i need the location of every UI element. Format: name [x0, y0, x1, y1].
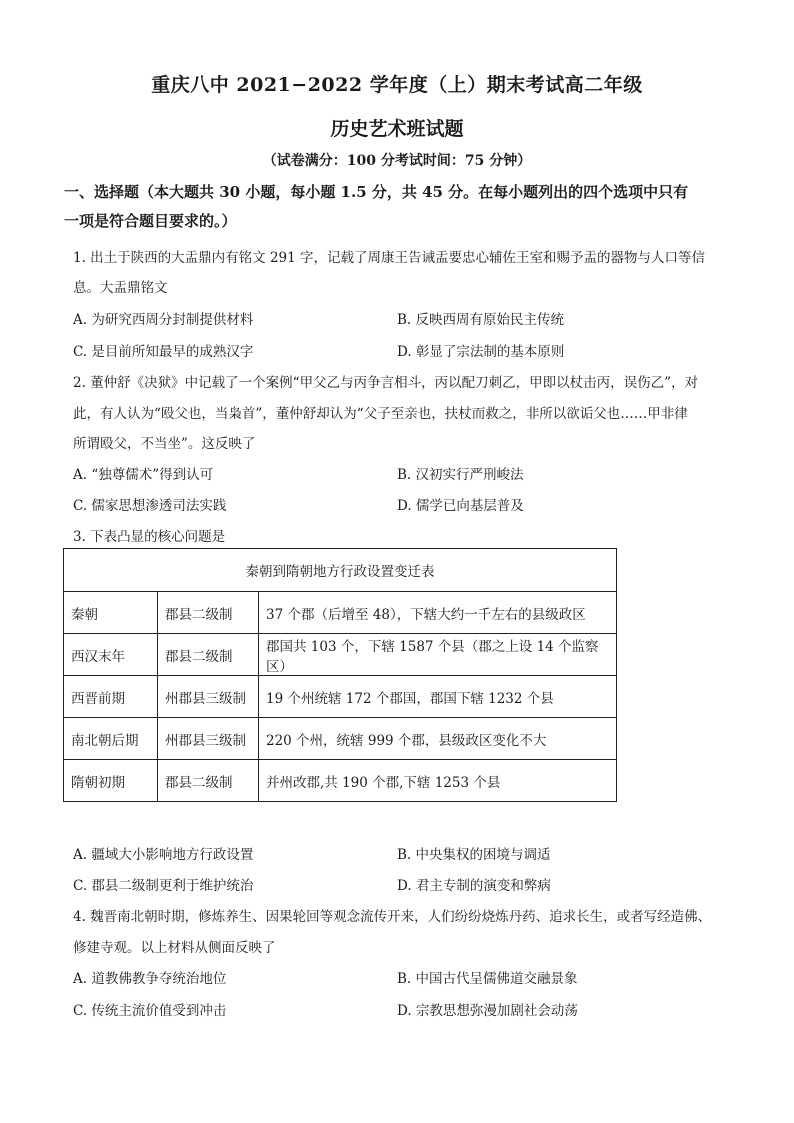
table-cell: 西晋前期 — [64, 676, 158, 718]
section-heading-line-2: 一项是符合题目要求的。） — [64, 212, 237, 230]
table-cell: 州郡县三级制 — [158, 676, 259, 718]
q1-option-a: A. 为研究西周分封制提供材料 — [73, 312, 254, 328]
q2-option-c: C. 儒家思想渗透司法实践 — [73, 498, 227, 514]
q2-option-a: A. “独尊儒术”得到认可 — [73, 467, 214, 483]
table-cell: 并州改郡,共 190 个郡,下辖 1253 个县 — [259, 760, 617, 802]
section-heading-line-1: 一、选择题（本大题共 30 小题，每小题 1.5 分，共 45 分。在每小题列出的四个选项中只有 — [64, 183, 689, 201]
q1-stem-line-1: 1. 出土于陕西的大盂鼎内有铭文 291 字，记载了周康王告诫盂要忠心辅佐王室和赐予盂的器物与人口等信 — [73, 250, 706, 266]
q3-option-a: A. 疆域大小影响地方行政设置 — [73, 847, 254, 863]
q2-stem-line-2: 此，有人认为“殴父也，当枭首”，董仲舒却认为“父子至亲也，扶杖而救之，非所以欲诟父也……甲非律 — [73, 406, 688, 422]
q4-stem-line-2: 修建寺观。以上材料从侧面反映了 — [73, 940, 276, 956]
q4-option-c: C. 传统主流价值受到冲击 — [73, 1003, 227, 1019]
q1-option-d: D. 彰显了宗法制的基本原则 — [397, 344, 565, 360]
table-cell: 南北朝后期 — [64, 718, 158, 760]
table-cell: 37 个郡（后增至 48），下辖大约一千左右的县级政区 — [259, 592, 617, 634]
q4-option-b: B. 中国古代呈儒佛道交融景象 — [397, 971, 578, 987]
exam-info: （试卷满分：100 分考试时间：75 分钟） — [262, 153, 532, 169]
table-cell: 郡县二级制 — [158, 592, 259, 634]
table-cell: 秦朝 — [64, 592, 158, 634]
table-row — [64, 760, 617, 802]
table-cell: 220 个州，统辖 999 个郡，县级政区变化不大 — [259, 718, 617, 760]
table-cell: 19 个州统辖 172 个郡国，郡国下辖 1232 个县 — [259, 676, 617, 718]
q4-stem-line-1: 4. 魏晋南北朝时期，修炼养生、因果轮回等观念流传开来，人们纷纷烧炼丹药、追求长生，或者写经造佛、 — [73, 909, 712, 925]
q4-option-d: D. 宗教思想弥漫加剧社会动荡 — [397, 1003, 578, 1019]
table-cell: 郡县二级制 — [158, 634, 259, 676]
q2-option-b: B. 汉初实行严刑峻法 — [397, 467, 524, 483]
section-heading — [64, 178, 734, 236]
q3-option-c: C. 郡县二级制更利于维护统治 — [73, 878, 254, 894]
q1-option-c: C. 是目前所知最早的成熟汉字 — [73, 344, 254, 360]
table-caption: 秦朝到隋朝地方行政设置变迁表 — [64, 549, 617, 592]
q3-stem: 3. 下表凸显的核心问题是 — [73, 529, 226, 545]
table-cell: 西汉末年 — [64, 634, 158, 676]
page-title: 重庆八中 2021−2022 学年度（上）期末考试高二年级 — [151, 74, 643, 96]
table-row — [64, 634, 617, 676]
page-subtitle: 历史艺术班试题 — [330, 118, 464, 140]
table-row — [64, 718, 617, 760]
q2-option-d: D. 儒学已向基层普及 — [397, 498, 524, 514]
q1-stem-line-2: 息。大盂鼎铭文 — [73, 280, 168, 296]
table-row — [64, 676, 617, 718]
table-cell: 隋朝初期 — [64, 760, 158, 802]
table-cell: 州郡县三级制 — [158, 718, 259, 760]
q3-option-b: B. 中央集权的困境与调适 — [397, 847, 551, 863]
table-row — [64, 592, 617, 634]
q4-option-a: A. 道教佛教争夺统治地位 — [73, 971, 227, 987]
q2-stem-line-1: 2. 董仲舒《决狱》中记载了一个案例“甲父乙与丙争言相斗，丙以配刀刺乙，甲即以杖击丙，误伤乙”，对 — [73, 375, 698, 391]
q1-option-b: B. 反映西周有原始民主传统 — [397, 312, 565, 328]
table-cell: 郡国共 103 个，下辖 1587 个县（郡之上设 14 个监察区） — [259, 634, 617, 676]
q3-option-d: D. 君主专制的演变和弊病 — [397, 878, 551, 894]
admin-table — [63, 548, 617, 802]
table-cell: 郡县二级制 — [158, 760, 259, 802]
q2-stem-line-3: 所谓殴父，不当坐”。这反映了 — [73, 436, 256, 452]
